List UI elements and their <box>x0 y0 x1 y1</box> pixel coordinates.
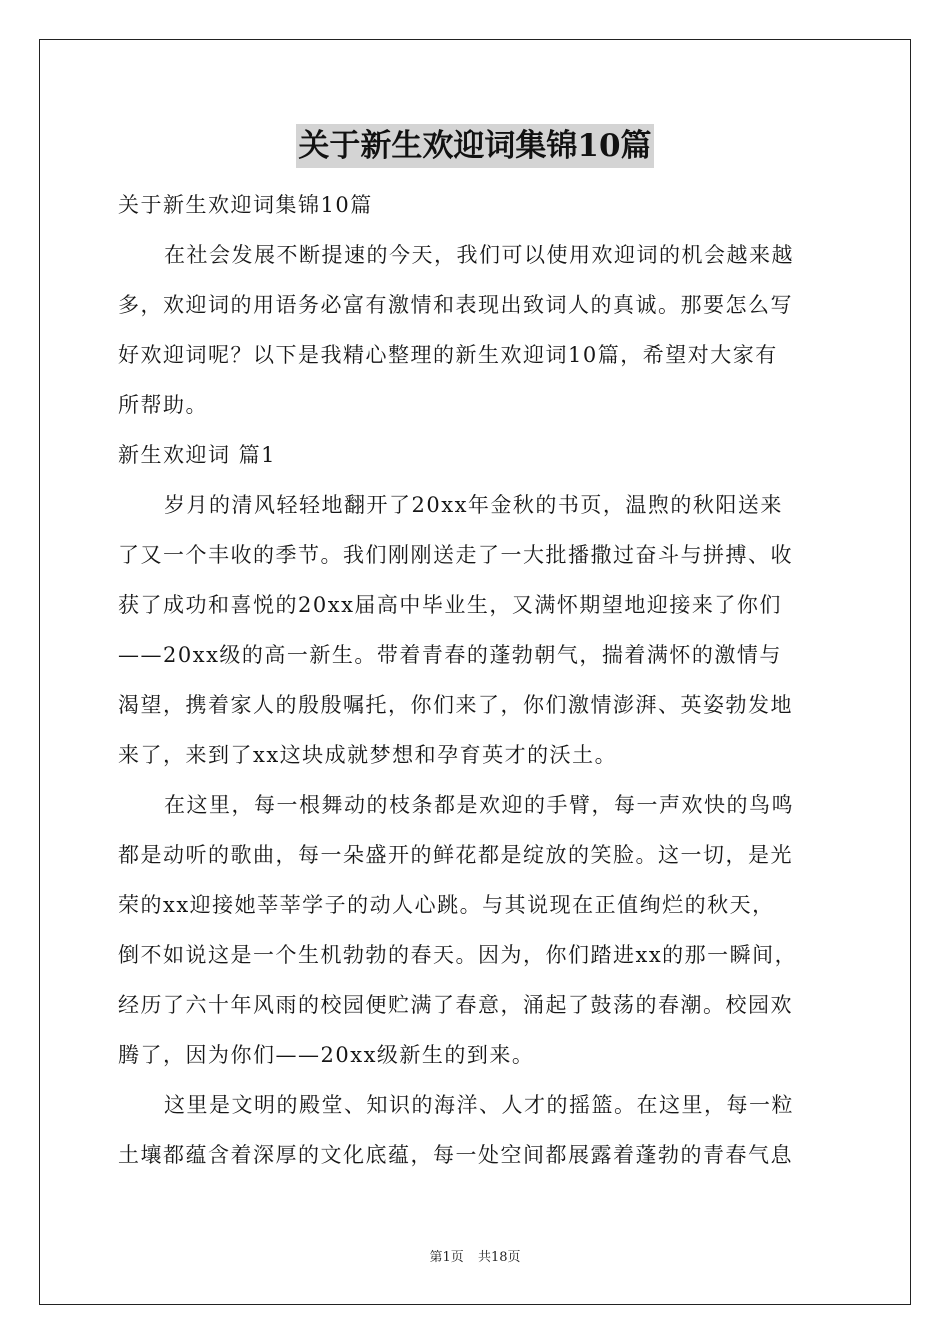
text-line: 了又一个丰收的季节。我们刚刚送走了一大批播撒过奋斗与拼搏、收 <box>118 543 793 567</box>
document-title: 关于新生欢迎词集锦10篇 <box>296 124 653 168</box>
text-line: 渴望，携着家人的殷殷嘱托，你们来了，你们激情澎湃、英姿勃发地 <box>118 693 793 717</box>
text-line: 来了，来到了xx这块成就梦想和孕育英才的沃土。 <box>118 743 618 767</box>
text-line: 土壤都蕴含着深厚的文化底蕴，每一处空间都展露着蓬勃的青春气息 <box>118 1143 793 1167</box>
text-line: 都是动听的歌曲，每一朵盛开的鲜花都是绽放的笑脸。这一切，是光 <box>118 843 793 867</box>
text-line: 关于新生欢迎词集锦10篇 <box>118 193 373 217</box>
text-line: 多，欢迎词的用语务必富有激情和表现出致词人的真诚。那要怎么写 <box>118 293 793 317</box>
text-line: 在这里，每一根舞动的枝条都是欢迎的手臂，每一声欢快的鸟鸣 <box>164 793 794 817</box>
text-line: ——20xx级的高一新生。带着青春的蓬勃朝气，揣着满怀的激情与 <box>118 643 782 667</box>
text-line: 腾了，因为你们——20xx级新生的到来。 <box>118 1043 535 1067</box>
text-line: 获了成功和喜悦的20xx届高中毕业生，又满怀期望地迎接来了你们 <box>118 593 782 617</box>
page-total: 共18页 <box>477 1250 521 1265</box>
title-container <box>0 124 950 168</box>
text-line: 荣的xx迎接她莘莘学子的动人心跳。与其说现在正值绚烂的秋天， <box>118 893 775 917</box>
page-number: 第1页 <box>429 1250 464 1265</box>
text-line: 倒不如说这是一个生机勃勃的春天。因为，你们踏进xx的那一瞬间， <box>118 943 798 967</box>
text-line: 在社会发展不断提速的今天，我们可以使用欢迎词的机会越来越 <box>164 243 794 267</box>
page-footer <box>0 1246 950 1265</box>
text-line: 经历了六十年风雨的校园便贮满了春意，涌起了鼓荡的春潮。校园欢 <box>118 993 793 1017</box>
text-line: 这里是文明的殿堂、知识的海洋、人才的摇篮。在这里，每一粒 <box>164 1093 794 1117</box>
text-line: 岁月的清风轻轻地翻开了20xx年金秋的书页，温煦的秋阳送来 <box>164 493 783 517</box>
text-line: 新生欢迎词 篇1 <box>118 443 277 467</box>
text-line: 好欢迎词呢？以下是我精心整理的新生欢迎词10篇，希望对大家有 <box>118 343 778 367</box>
document-body <box>118 180 840 1180</box>
text-line: 所帮助。 <box>118 393 208 417</box>
